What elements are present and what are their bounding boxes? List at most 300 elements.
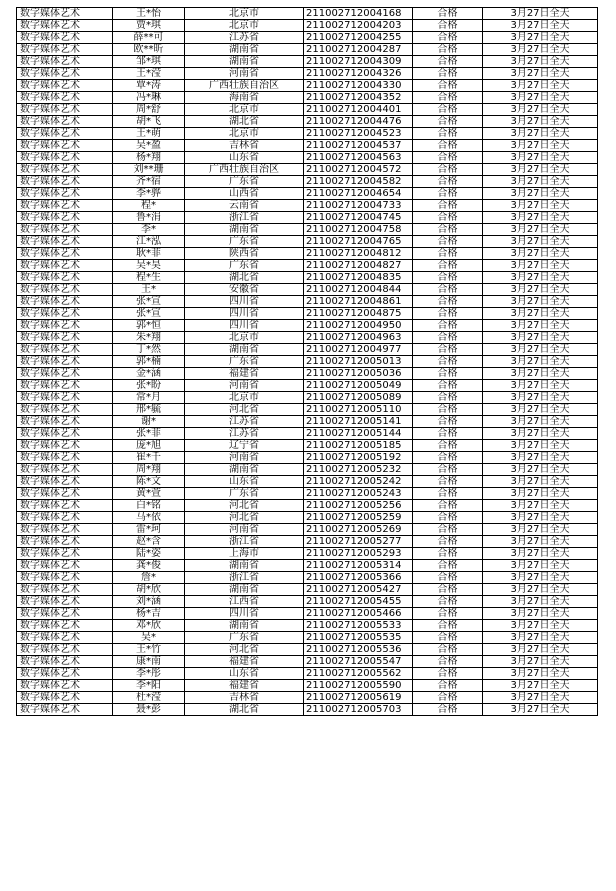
test-date-cell: 3月27日全天	[483, 368, 598, 380]
province-cell: 江苏省	[185, 32, 304, 44]
result-cell: 合格	[413, 548, 483, 560]
province-cell: 江苏省	[185, 416, 304, 428]
test-date-cell: 3月27日全天	[483, 284, 598, 296]
test-date-cell: 3月27日全天	[483, 344, 598, 356]
test-date-cell: 3月27日全天	[483, 104, 598, 116]
name-cell: 李*	[113, 224, 185, 236]
major-cell: 数字媒体艺术	[17, 596, 113, 608]
name-cell: 王*滢	[113, 68, 185, 80]
name-cell: 鲁*涓	[113, 212, 185, 224]
result-cell: 合格	[413, 224, 483, 236]
result-cell: 合格	[413, 392, 483, 404]
exam-id-cell: 211002712005089	[304, 392, 413, 404]
major-cell: 数字媒体艺术	[17, 128, 113, 140]
test-date-cell: 3月27日全天	[483, 380, 598, 392]
major-cell: 数字媒体艺术	[17, 20, 113, 32]
exam-id-cell: 211002712005036	[304, 368, 413, 380]
province-cell: 湖南省	[185, 464, 304, 476]
major-cell: 数字媒体艺术	[17, 680, 113, 692]
exam-id-cell: 211002712005427	[304, 584, 413, 596]
test-date-cell: 3月27日全天	[483, 8, 598, 20]
result-cell: 合格	[413, 332, 483, 344]
province-cell: 山东省	[185, 152, 304, 164]
province-cell: 河南省	[185, 380, 304, 392]
table-row	[17, 512, 598, 524]
exam-id-cell: 211002712005277	[304, 536, 413, 548]
table-row	[17, 608, 598, 620]
table-row	[17, 428, 598, 440]
name-cell: 周*舒	[113, 104, 185, 116]
province-cell: 福建省	[185, 368, 304, 380]
name-cell: 常*月	[113, 392, 185, 404]
result-cell: 合格	[413, 308, 483, 320]
table-row	[17, 44, 598, 56]
major-cell: 数字媒体艺术	[17, 56, 113, 68]
name-cell: 杨*吉	[113, 608, 185, 620]
result-cell: 合格	[413, 8, 483, 20]
table-row	[17, 440, 598, 452]
exam-id-cell: 211002712004255	[304, 32, 413, 44]
major-cell: 数字媒体艺术	[17, 620, 113, 632]
major-cell: 数字媒体艺术	[17, 212, 113, 224]
name-cell: 郭*楠	[113, 356, 185, 368]
province-cell: 福建省	[185, 656, 304, 668]
test-date-cell: 3月27日全天	[483, 680, 598, 692]
name-cell: 黄*萱	[113, 488, 185, 500]
result-cell: 合格	[413, 236, 483, 248]
exam-id-cell: 211002712005533	[304, 620, 413, 632]
exam-id-cell: 211002712005619	[304, 692, 413, 704]
test-date-cell: 3月27日全天	[483, 152, 598, 164]
result-cell: 合格	[413, 596, 483, 608]
exam-id-cell: 211002712005269	[304, 524, 413, 536]
result-cell: 合格	[413, 632, 483, 644]
province-cell: 湖南省	[185, 620, 304, 632]
major-cell: 数字媒体艺术	[17, 632, 113, 644]
province-cell: 四川省	[185, 308, 304, 320]
name-cell: 耿*菲	[113, 248, 185, 260]
name-cell: 江*泓	[113, 236, 185, 248]
major-cell: 数字媒体艺术	[17, 536, 113, 548]
result-cell: 合格	[413, 140, 483, 152]
province-cell: 广东省	[185, 236, 304, 248]
result-cell: 合格	[413, 56, 483, 68]
province-cell: 福建省	[185, 680, 304, 692]
major-cell: 数字媒体艺术	[17, 284, 113, 296]
test-date-cell: 3月27日全天	[483, 464, 598, 476]
test-date-cell: 3月27日全天	[483, 704, 598, 716]
exam-id-cell: 211002712004352	[304, 92, 413, 104]
table-row	[17, 104, 598, 116]
exam-id-cell: 211002712005466	[304, 608, 413, 620]
result-cell: 合格	[413, 68, 483, 80]
exam-id-cell: 211002712004572	[304, 164, 413, 176]
result-cell: 合格	[413, 428, 483, 440]
major-cell: 数字媒体艺术	[17, 140, 113, 152]
major-cell: 数字媒体艺术	[17, 296, 113, 308]
major-cell: 数字媒体艺术	[17, 8, 113, 20]
result-cell: 合格	[413, 380, 483, 392]
exam-id-cell: 211002712005185	[304, 440, 413, 452]
test-date-cell: 3月27日全天	[483, 224, 598, 236]
table-row	[17, 176, 598, 188]
result-cell: 合格	[413, 476, 483, 488]
province-cell: 广东省	[185, 356, 304, 368]
major-cell: 数字媒体艺术	[17, 380, 113, 392]
name-cell: 赵*含	[113, 536, 185, 548]
exam-id-cell: 211002712005455	[304, 596, 413, 608]
table-row	[17, 248, 598, 260]
result-cell: 合格	[413, 32, 483, 44]
province-cell: 河南省	[185, 452, 304, 464]
result-cell: 合格	[413, 488, 483, 500]
table-row	[17, 332, 598, 344]
result-cell: 合格	[413, 272, 483, 284]
province-cell: 湖北省	[185, 116, 304, 128]
table-row	[17, 284, 598, 296]
test-date-cell: 3月27日全天	[483, 524, 598, 536]
province-cell: 北京市	[185, 8, 304, 20]
table-row	[17, 404, 598, 416]
province-cell: 四川省	[185, 320, 304, 332]
name-cell: 邢*毓	[113, 404, 185, 416]
exam-id-cell: 211002712005547	[304, 656, 413, 668]
table-row	[17, 644, 598, 656]
province-cell: 四川省	[185, 296, 304, 308]
name-cell: 王*	[113, 284, 185, 296]
name-cell: 齐*宿	[113, 176, 185, 188]
province-cell: 广东省	[185, 176, 304, 188]
test-date-cell: 3月27日全天	[483, 260, 598, 272]
name-cell: 龚*俊	[113, 560, 185, 572]
exam-id-cell: 211002712004168	[304, 8, 413, 20]
province-cell: 北京市	[185, 20, 304, 32]
table-row	[17, 92, 598, 104]
name-cell: 邹*琪	[113, 56, 185, 68]
name-cell: 薛**可	[113, 32, 185, 44]
table-row	[17, 140, 598, 152]
exam-id-cell: 211002712004476	[304, 116, 413, 128]
province-cell: 辽宁省	[185, 440, 304, 452]
table-row	[17, 416, 598, 428]
result-cell: 合格	[413, 464, 483, 476]
exam-id-cell: 211002712004654	[304, 188, 413, 200]
test-date-cell: 3月27日全天	[483, 452, 598, 464]
test-date-cell: 3月27日全天	[483, 692, 598, 704]
result-cell: 合格	[413, 416, 483, 428]
result-cell: 合格	[413, 296, 483, 308]
province-cell: 山西省	[185, 188, 304, 200]
exam-id-cell: 211002712004733	[304, 200, 413, 212]
name-cell: 郭*恒	[113, 320, 185, 332]
test-date-cell: 3月27日全天	[483, 176, 598, 188]
major-cell: 数字媒体艺术	[17, 488, 113, 500]
result-cell: 合格	[413, 704, 483, 716]
table-row	[17, 464, 598, 476]
test-date-cell: 3月27日全天	[483, 320, 598, 332]
exam-id-cell: 211002712004203	[304, 20, 413, 32]
result-cell: 合格	[413, 188, 483, 200]
province-cell: 北京市	[185, 104, 304, 116]
table-row	[17, 488, 598, 500]
exam-id-cell: 211002712005110	[304, 404, 413, 416]
name-cell: 王*竹	[113, 644, 185, 656]
province-cell: 河南省	[185, 68, 304, 80]
name-cell: 雷*珂	[113, 524, 185, 536]
exam-id-cell: 211002712004835	[304, 272, 413, 284]
major-cell: 数字媒体艺术	[17, 572, 113, 584]
exam-id-cell: 211002712004950	[304, 320, 413, 332]
test-date-cell: 3月27日全天	[483, 428, 598, 440]
result-cell: 合格	[413, 656, 483, 668]
table-row	[17, 80, 598, 92]
result-cell: 合格	[413, 152, 483, 164]
table-row	[17, 560, 598, 572]
province-cell: 浙江省	[185, 212, 304, 224]
test-date-cell: 3月27日全天	[483, 404, 598, 416]
name-cell: 胡*欣	[113, 584, 185, 596]
test-date-cell: 3月27日全天	[483, 656, 598, 668]
test-date-cell: 3月27日全天	[483, 668, 598, 680]
major-cell: 数字媒体艺术	[17, 32, 113, 44]
table-row	[17, 380, 598, 392]
major-cell: 数字媒体艺术	[17, 440, 113, 452]
result-cell: 合格	[413, 692, 483, 704]
province-cell: 湖北省	[185, 704, 304, 716]
major-cell: 数字媒体艺术	[17, 308, 113, 320]
table-row	[17, 680, 598, 692]
table-row	[17, 668, 598, 680]
test-date-cell: 3月27日全天	[483, 608, 598, 620]
table-row	[17, 68, 598, 80]
test-date-cell: 3月27日全天	[483, 236, 598, 248]
test-date-cell: 3月27日全天	[483, 476, 598, 488]
major-cell: 数字媒体艺术	[17, 476, 113, 488]
results-table	[16, 7, 598, 716]
name-cell: 张*宣	[113, 308, 185, 320]
result-cell: 合格	[413, 524, 483, 536]
table-row	[17, 164, 598, 176]
table-row	[17, 116, 598, 128]
name-cell: 李*彤	[113, 668, 185, 680]
exam-id-cell: 211002712004765	[304, 236, 413, 248]
exam-id-cell: 211002712004523	[304, 128, 413, 140]
test-date-cell: 3月27日全天	[483, 488, 598, 500]
exam-id-cell: 211002712004758	[304, 224, 413, 236]
province-cell: 河北省	[185, 404, 304, 416]
province-cell: 江苏省	[185, 428, 304, 440]
result-cell: 合格	[413, 440, 483, 452]
table-row	[17, 572, 598, 584]
province-cell: 广东省	[185, 632, 304, 644]
major-cell: 数字媒体艺术	[17, 332, 113, 344]
result-cell: 合格	[413, 536, 483, 548]
table-row	[17, 200, 598, 212]
name-cell: 杜*滢	[113, 692, 185, 704]
name-cell: 康*南	[113, 656, 185, 668]
major-cell: 数字媒体艺术	[17, 512, 113, 524]
exam-id-cell: 211002712004827	[304, 260, 413, 272]
result-cell: 合格	[413, 404, 483, 416]
major-cell: 数字媒体艺术	[17, 320, 113, 332]
result-cell: 合格	[413, 356, 483, 368]
major-cell: 数字媒体艺术	[17, 656, 113, 668]
test-date-cell: 3月27日全天	[483, 572, 598, 584]
exam-id-cell: 211002712004963	[304, 332, 413, 344]
major-cell: 数字媒体艺术	[17, 104, 113, 116]
name-cell: 庞*旭	[113, 440, 185, 452]
province-cell: 四川省	[185, 608, 304, 620]
table-row	[17, 356, 598, 368]
province-cell: 浙江省	[185, 572, 304, 584]
table-row	[17, 296, 598, 308]
table-row	[17, 536, 598, 548]
major-cell: 数字媒体艺术	[17, 704, 113, 716]
result-cell: 合格	[413, 200, 483, 212]
exam-id-cell: 211002712005293	[304, 548, 413, 560]
major-cell: 数字媒体艺术	[17, 224, 113, 236]
test-date-cell: 3月27日全天	[483, 440, 598, 452]
province-cell: 河南省	[185, 524, 304, 536]
major-cell: 数字媒体艺术	[17, 500, 113, 512]
exam-id-cell: 211002712005256	[304, 500, 413, 512]
exam-id-cell: 211002712005535	[304, 632, 413, 644]
result-cell: 合格	[413, 560, 483, 572]
test-date-cell: 3月27日全天	[483, 560, 598, 572]
name-cell: 朱*翔	[113, 332, 185, 344]
name-cell: 冯*琳	[113, 92, 185, 104]
name-cell: 聂*彭	[113, 704, 185, 716]
result-cell: 合格	[413, 368, 483, 380]
exam-id-cell: 211002712005562	[304, 668, 413, 680]
test-date-cell: 3月27日全天	[483, 212, 598, 224]
name-cell: 吴*盈	[113, 140, 185, 152]
exam-id-cell: 211002712004812	[304, 248, 413, 260]
name-cell: 金*涵	[113, 368, 185, 380]
result-cell: 合格	[413, 680, 483, 692]
name-cell: 谢*	[113, 416, 185, 428]
province-cell: 云南省	[185, 200, 304, 212]
test-date-cell: 3月27日全天	[483, 512, 598, 524]
table-row	[17, 320, 598, 332]
results-table-body	[17, 8, 598, 716]
major-cell: 数字媒体艺术	[17, 368, 113, 380]
table-row	[17, 524, 598, 536]
major-cell: 数字媒体艺术	[17, 188, 113, 200]
exam-id-cell: 211002712004844	[304, 284, 413, 296]
name-cell: 刘**珊	[113, 164, 185, 176]
province-cell: 山东省	[185, 668, 304, 680]
result-cell: 合格	[413, 500, 483, 512]
table-row	[17, 620, 598, 632]
result-cell: 合格	[413, 668, 483, 680]
province-cell: 湖南省	[185, 344, 304, 356]
major-cell: 数字媒体艺术	[17, 152, 113, 164]
result-cell: 合格	[413, 512, 483, 524]
table-row	[17, 260, 598, 272]
province-cell: 广东省	[185, 488, 304, 500]
result-cell: 合格	[413, 116, 483, 128]
major-cell: 数字媒体艺术	[17, 692, 113, 704]
table-row	[17, 584, 598, 596]
major-cell: 数字媒体艺术	[17, 428, 113, 440]
test-date-cell: 3月27日全天	[483, 632, 598, 644]
result-cell: 合格	[413, 620, 483, 632]
table-row	[17, 344, 598, 356]
province-cell: 湖南省	[185, 560, 304, 572]
table-row	[17, 20, 598, 32]
table-row	[17, 632, 598, 644]
test-date-cell: 3月27日全天	[483, 272, 598, 284]
table-row	[17, 368, 598, 380]
test-date-cell: 3月27日全天	[483, 44, 598, 56]
exam-id-cell: 211002712004582	[304, 176, 413, 188]
major-cell: 数字媒体艺术	[17, 548, 113, 560]
test-date-cell: 3月27日全天	[483, 416, 598, 428]
major-cell: 数字媒体艺术	[17, 68, 113, 80]
table-row	[17, 152, 598, 164]
name-cell: 欧**昕	[113, 44, 185, 56]
exam-id-cell: 211002712005366	[304, 572, 413, 584]
exam-id-cell: 211002712004537	[304, 140, 413, 152]
name-cell: 张*盼	[113, 380, 185, 392]
major-cell: 数字媒体艺术	[17, 236, 113, 248]
table-row	[17, 128, 598, 140]
province-cell: 吉林省	[185, 140, 304, 152]
test-date-cell: 3月27日全天	[483, 332, 598, 344]
test-date-cell: 3月27日全天	[483, 620, 598, 632]
result-cell: 合格	[413, 572, 483, 584]
province-cell: 陕西省	[185, 248, 304, 260]
result-cell: 合格	[413, 260, 483, 272]
exam-id-cell: 211002712005232	[304, 464, 413, 476]
test-date-cell: 3月27日全天	[483, 296, 598, 308]
test-date-cell: 3月27日全天	[483, 200, 598, 212]
major-cell: 数字媒体艺术	[17, 464, 113, 476]
table-row	[17, 596, 598, 608]
major-cell: 数字媒体艺术	[17, 80, 113, 92]
major-cell: 数字媒体艺术	[17, 272, 113, 284]
name-cell: 邓*欣	[113, 620, 185, 632]
test-date-cell: 3月27日全天	[483, 164, 598, 176]
table-row	[17, 224, 598, 236]
province-cell: 湖南省	[185, 224, 304, 236]
province-cell: 安徽省	[185, 284, 304, 296]
exam-id-cell: 211002712004875	[304, 308, 413, 320]
test-date-cell: 3月27日全天	[483, 536, 598, 548]
exam-id-cell: 211002712005259	[304, 512, 413, 524]
result-cell: 合格	[413, 164, 483, 176]
province-cell: 湖南省	[185, 44, 304, 56]
major-cell: 数字媒体艺术	[17, 452, 113, 464]
province-cell: 山东省	[185, 476, 304, 488]
result-cell: 合格	[413, 92, 483, 104]
result-cell: 合格	[413, 176, 483, 188]
result-cell: 合格	[413, 104, 483, 116]
province-cell: 海南省	[185, 92, 304, 104]
table-row	[17, 692, 598, 704]
result-cell: 合格	[413, 212, 483, 224]
exam-id-cell: 211002712004563	[304, 152, 413, 164]
test-date-cell: 3月27日全天	[483, 128, 598, 140]
name-cell: 杨*翔	[113, 152, 185, 164]
major-cell: 数字媒体艺术	[17, 176, 113, 188]
major-cell: 数字媒体艺术	[17, 608, 113, 620]
name-cell: 覃*涛	[113, 80, 185, 92]
table-row	[17, 476, 598, 488]
exam-id-cell: 211002712005590	[304, 680, 413, 692]
province-cell: 上海市	[185, 548, 304, 560]
